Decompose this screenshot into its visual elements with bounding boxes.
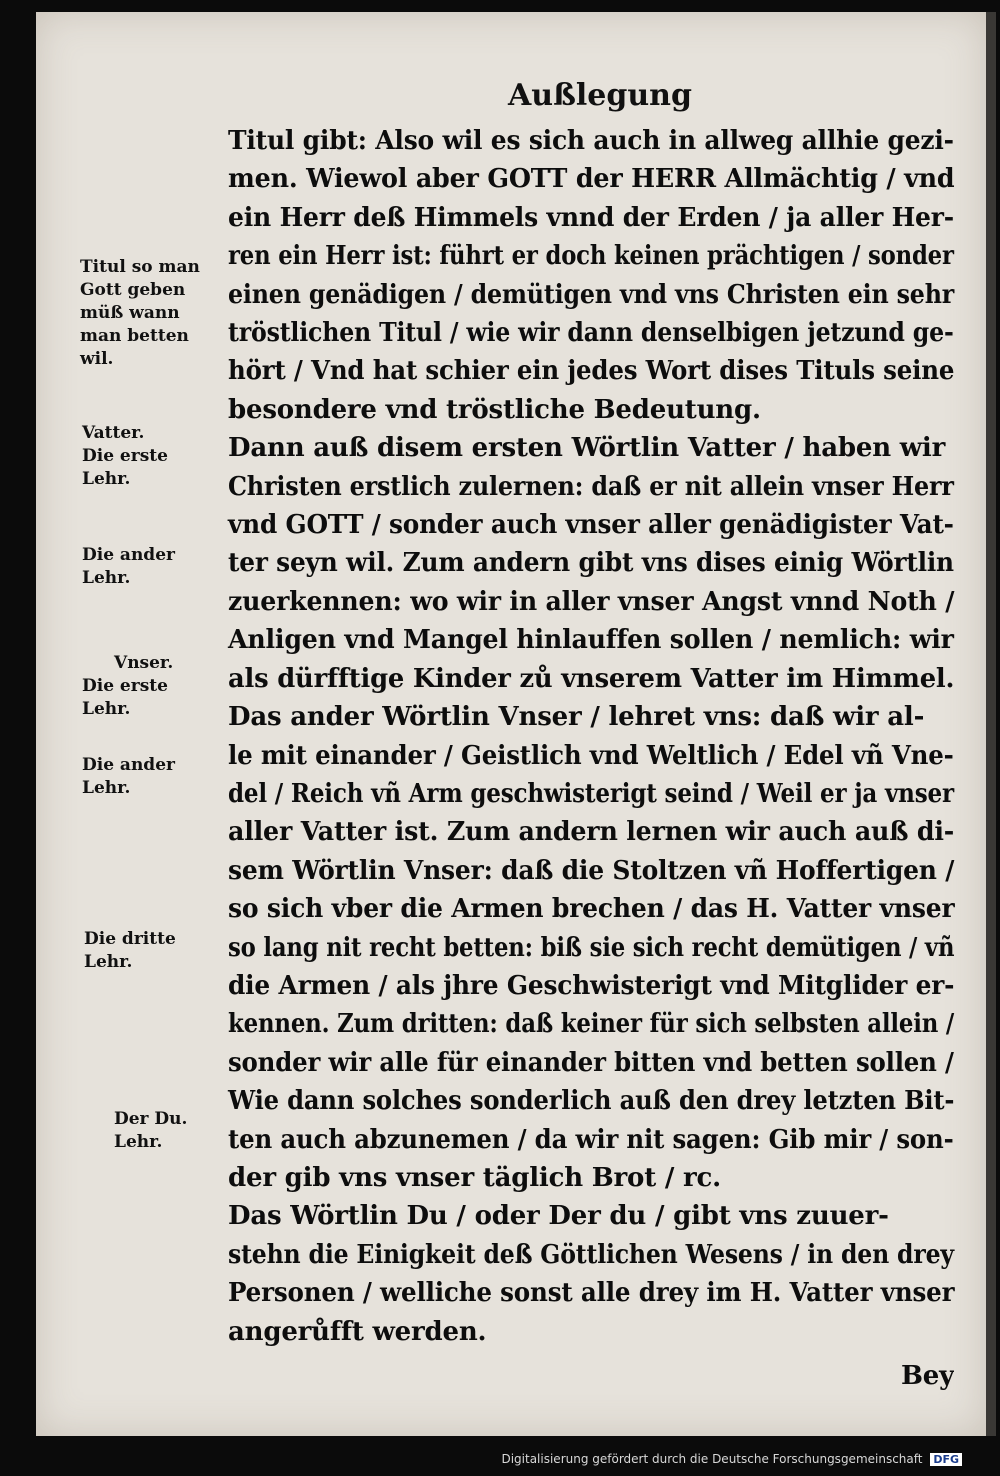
marginal-note — [114, 1108, 187, 1154]
marginal-line: Vatter. — [82, 423, 145, 443]
text-line: Das Wörtlin Du / oder Der du / gibt vns zuuer- — [228, 1201, 889, 1232]
text-line: kennen. Zum dritten: daß keiner für sich selbsten allein / — [228, 1009, 955, 1040]
text-line: so lang nit recht betten: biß sie sich recht demütigen / vñ — [228, 932, 955, 963]
text-line: Christen erstlich zulernen: daß er nit allein vnser Herr — [228, 471, 954, 502]
marginal-line: man betten — [80, 326, 189, 346]
text-line: sonder wir alle für einander bitten vnd betten sollen / — [228, 1047, 954, 1078]
text-line: Anligen vnd Mangel hinlauffen sollen / nemlich: wir — [228, 625, 954, 656]
footer-credit — [501, 1452, 962, 1466]
text-line: Dann auß disem ersten Wörtlin Vatter / haben wir — [228, 433, 946, 464]
text-line: als dürfftige Kinder zů vnserem Vatter im Himmel. — [228, 663, 955, 694]
text-line: tröstlichen Titul / wie wir dann denselbigen jetzund ge- — [228, 318, 954, 349]
marginal-line: Lehr. — [84, 952, 133, 972]
footer-text: Digitalisierung gefördert durch die Deutsche Forschungsgemeinschaft — [501, 1452, 923, 1466]
text-line: zuerkennen: wo wir in aller vnser Angst vnnd Noth / — [228, 586, 955, 617]
marginal-note — [82, 754, 175, 800]
marginal-line: Gott geben — [80, 280, 186, 300]
dfg-logo: DFG — [930, 1453, 962, 1466]
text-line: die Armen / als jhre Geschwisterigt vnd Mitglider er- — [228, 970, 955, 1001]
marginal-line: Lehr. — [114, 1132, 163, 1152]
text-line: Titul gibt: Also wil es sich auch in allweg allhie gezi- — [228, 126, 954, 156]
catchword: Bey — [900, 1361, 954, 1391]
marginal-line: Titul so man — [80, 257, 200, 277]
marginal-note — [82, 652, 173, 721]
marginal-line: Die ander — [82, 755, 175, 775]
text-line: Personen / welliche sonst alle drey im H. Vatter vnser — [228, 1278, 955, 1309]
running-head: Außlegung — [508, 78, 692, 113]
marginal-line: Lehr. — [82, 778, 131, 798]
marginal-line: Vnser. — [114, 653, 174, 673]
text-line: der gib vns vnser täglich Brot / rc. — [228, 1162, 721, 1193]
text-line: hört / Vnd hat schier ein jedes Wort dises Tituls seine — [228, 356, 955, 387]
marginal-line: Lehr. — [82, 469, 131, 489]
marginal-line: wil. — [80, 349, 114, 369]
marginal-line: Die erste — [82, 676, 168, 696]
marginal-line: Der Du. — [114, 1109, 188, 1129]
text-line: angerůfft werden. — [228, 1316, 487, 1347]
text-line: men. Wiewol aber GOTT der HERR Allmächtig / vnd — [228, 164, 955, 195]
text-line: vnd GOTT / sonder auch vnser aller genädigister Vat- — [228, 510, 954, 541]
text-line: le mit einander / Geistlich vnd Weltlich / Edel vñ Vne- — [228, 740, 954, 771]
marginal-note — [84, 928, 176, 974]
text-line: sem Wörtlin Vnser: daß die Stoltzen vñ Hoffertigen / — [228, 855, 955, 886]
text-line: so sich vber die Armen brechen / das H. Vatter vnser — [228, 894, 955, 925]
text-line: ein Herr deß Himmels vnnd der Erden / ja aller Her- — [228, 202, 954, 233]
text-line: ren ein Herr ist: führt er doch keinen prächtigen / sonder — [228, 241, 954, 272]
text-line: ten auch abzunemen / da wir nit sagen: Gib mir / son- — [228, 1124, 954, 1155]
marginal-note — [82, 422, 168, 491]
marginal-line: Die dritte — [84, 929, 176, 949]
marginal-note — [80, 256, 200, 371]
text-line: Wie dann solches sonderlich auß den drey letzten Bit- — [228, 1086, 955, 1117]
page-edge — [986, 12, 996, 1436]
text-line: einen genädigen / demütigen vnd vns Christen ein sehr — [228, 279, 955, 310]
text-line: del / Reich vñ Arm geschwisterigt seind / Weil er ja vnser — [228, 778, 954, 809]
marginal-note — [82, 544, 175, 590]
marginal-line: Lehr. — [82, 568, 131, 588]
text-line: besondere vnd tröstliche Bedeutung. — [228, 394, 761, 425]
text-line: Das ander Wörtlin Vnser / lehret vns: daß wir al- — [228, 702, 925, 733]
marginal-line: Lehr. — [82, 699, 131, 719]
marginal-line: müß wann — [80, 303, 180, 323]
text-line: stehn die Einigkeit deß Göttlichen Wesens / in den drey — [228, 1239, 954, 1270]
marginal-line: Die erste — [82, 446, 168, 466]
marginal-line: Die ander — [82, 545, 175, 565]
text-line: aller Vatter ist. Zum andern lernen wir auch auß di- — [228, 817, 955, 848]
body-text — [228, 122, 954, 1395]
text-line: ter seyn wil. Zum andern gibt vns dises einig Wörtlin — [228, 548, 954, 579]
